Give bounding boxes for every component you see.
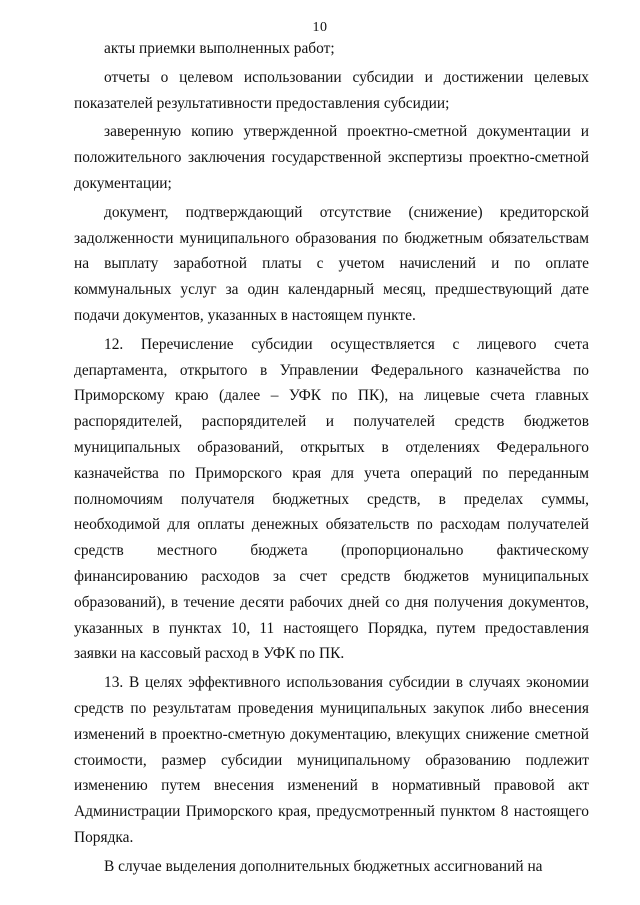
paragraph-additional-allocations: В случае выделения дополнительных бюджетных ассигнований на	[104, 857, 543, 875]
paragraph-13-efficiency: 13. В целях эффективного использования субсидии в случаях экономии средств по результатам проведения муниципальных закупок либо внесения изменений в проектно-сметную документацию, влекущих снижение сметной стоимости, размер субсидии муниципальному образованию подлежит изменению путем внесения изменений в нормативный правовой акт Администрации Приморского края, предусмотренный пунктом 8 настоящего Порядка.	[74, 674, 589, 846]
paragraph-12-transfer: 12. Перечисление субсидии осуществляется с лицевого счета департамента, открытого в Управлении Федерального казначейства по Приморскому краю (далее – УФК по ПК), на лицевые счета главных распорядителей, распорядителей и получателей средств бюджетов муниципальных образований, открытых в отделениях Федерального казначейства по Приморского края для учета операций по переданным полномочиям получателя бюджетных средств, в пределах суммы, необходимой для оплаты денежных обязательств по расходам получателей средств местного бюджета (пропорционально фактическому финансированию расходов за счет средств бюджетов муниципальных образований), в течение десяти рабочих дней со дня получения документов, указанных в пунктах 10, 11 настоящего Порядка, путем предоставления заявки на кассовый расход в УФК по ПК.	[74, 335, 589, 663]
paragraph-debt-document: документ, подтверждающий отсутствие (снижение) кредиторской задолженности муниципального образования по бюджетным обязательствам на выплату заработной платы с учетом начислений и по оплате коммунальных услуг за один календарный месяц, предшествующий дате подачи документов, указанных в настоящем пункте.	[74, 203, 589, 324]
paragraph-certified-copy: заверенную копию утвержденной проектно-сметной документации и положительного заключения государственной экспертизы проектно-сметной документации;	[74, 123, 589, 192]
document-body	[74, 36, 589, 880]
paragraph-reports-on-use: отчеты о целевом использовании субсидии и достижении целевых показателей результативности предоставления субсидии;	[74, 68, 589, 112]
paragraph-acts-of-acceptance: акты приемки выполненных работ;	[104, 40, 335, 57]
page-number: 10	[312, 20, 328, 35]
